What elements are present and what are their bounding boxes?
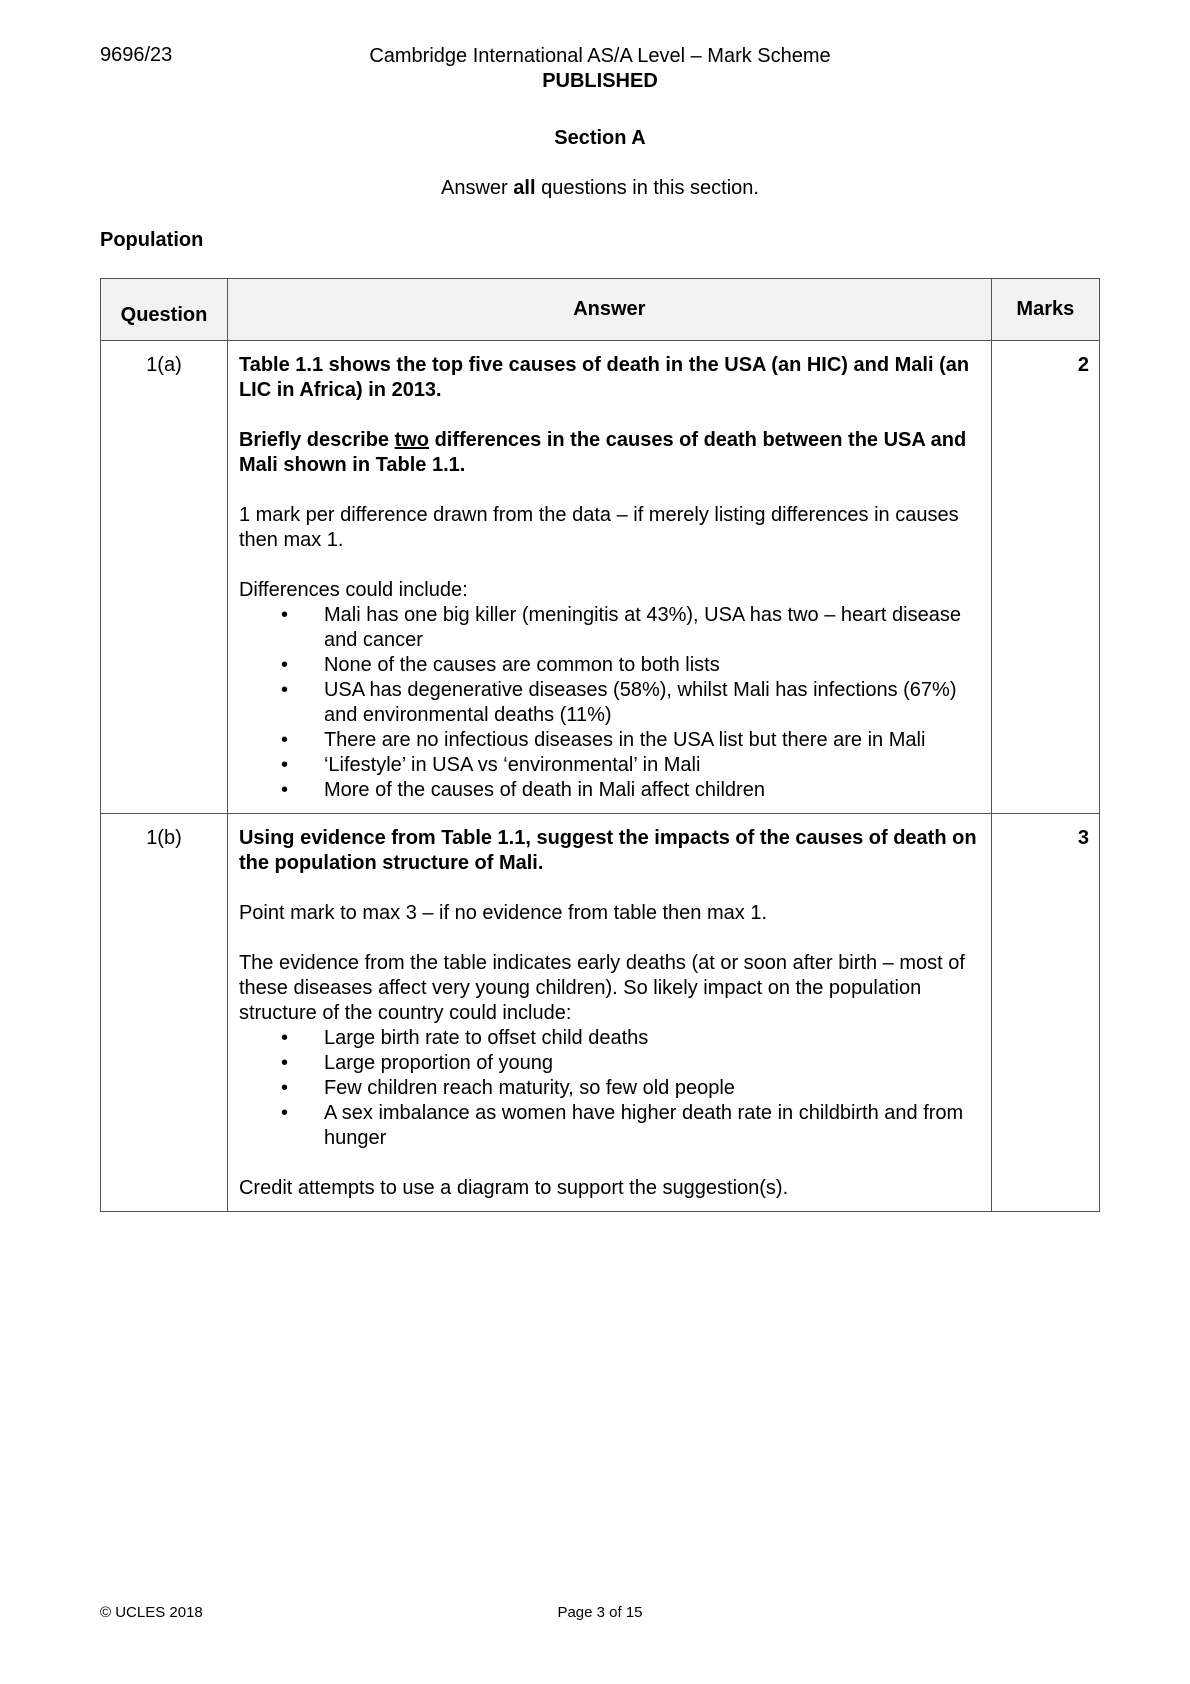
marking-guidance: Point mark to max 3 – if no evidence from table then max 1.: [238, 902, 768, 924]
credit-note: Credit attempts to use a diagram to support the suggestion(s).: [238, 1177, 789, 1199]
list-item: • A sex imbalance as women have higher death rate in childbirth and from hunger: [324, 1101, 981, 1151]
section-instruction: [300, 177, 900, 200]
header-answer: Answer: [227, 279, 991, 341]
marks-value: 2: [991, 341, 1099, 814]
task-underline: two: [394, 429, 430, 451]
question-number: 1(a): [101, 341, 228, 814]
answer-cell: [227, 814, 991, 1212]
topic-heading: Population: [100, 229, 204, 251]
list-item: • More of the causes of death in Mali affect children: [324, 778, 981, 803]
question-task: [239, 428, 981, 478]
list-item: • USA has degenerative diseases (58%), whilst Mali has infections (67%) and environmental deaths (11%): [324, 678, 981, 728]
instruction-post: questions in this section.: [535, 177, 759, 199]
answer-cell: [227, 341, 991, 814]
table-row: [101, 341, 1100, 814]
page-number: Page 3 of 15: [557, 1604, 643, 1621]
document-status: PUBLISHED: [542, 70, 658, 92]
marking-guidance: 1 mark per difference drawn from the data – if merely listing differences in causes then max 1.: [238, 504, 959, 551]
list-item: • Large proportion of young: [324, 1051, 981, 1076]
task-pre: Briefly describe: [238, 429, 395, 451]
header-question: Question: [101, 279, 228, 341]
instruction-pre: Answer: [441, 177, 514, 199]
section-title: Section A: [554, 127, 646, 149]
header-marks: Marks: [991, 279, 1099, 341]
document-code: 9696/23: [100, 44, 173, 66]
evidence-text: The evidence from the table indicates early deaths (at or soon after birth – most of these diseases affect very young children). So likely impact on the population structure of the country could include:: [238, 952, 965, 1024]
list-item: • Mali has one big killer (meningitis at 43%), USA has two – heart disease and cancer: [324, 603, 981, 653]
list-item: • None of the causes are common to both lists: [324, 653, 981, 678]
question-number: 1(b): [101, 814, 228, 1212]
list-item: • Large birth rate to offset child deaths: [324, 1026, 981, 1051]
marks-value: 3: [991, 814, 1099, 1212]
instruction-bold: all: [513, 177, 536, 199]
bullet-list: [239, 603, 981, 803]
question-prompt: Using evidence from Table 1.1, suggest the impacts of the causes of death on the population structure of Mali.: [238, 827, 977, 874]
table-header-row: [101, 279, 1100, 341]
task-post: differences in the causes of death between the USA and Mali shown in Table 1.1.: [238, 429, 967, 476]
list-item: • ‘Lifestyle’ in USA vs ‘environmental’ in Mali: [324, 753, 981, 778]
table-row: [101, 814, 1100, 1212]
list-item: • Few children reach maturity, so few old people: [324, 1076, 981, 1101]
copyright: © UCLES 2018: [100, 1604, 203, 1621]
list-item: • There are no infectious diseases in the USA list but there are in Mali: [324, 728, 981, 753]
bullet-list: [239, 1026, 981, 1151]
document-title: Cambridge International AS/A Level – Mark Scheme: [369, 45, 831, 67]
list-intro: Differences could include:: [238, 579, 468, 601]
mark-scheme-table: [100, 278, 1100, 1212]
question-prompt: Table 1.1 shows the top five causes of death in the USA (an HIC) and Mali (an LIC in Africa) in 2013.: [238, 354, 970, 401]
document-header: [300, 44, 900, 94]
